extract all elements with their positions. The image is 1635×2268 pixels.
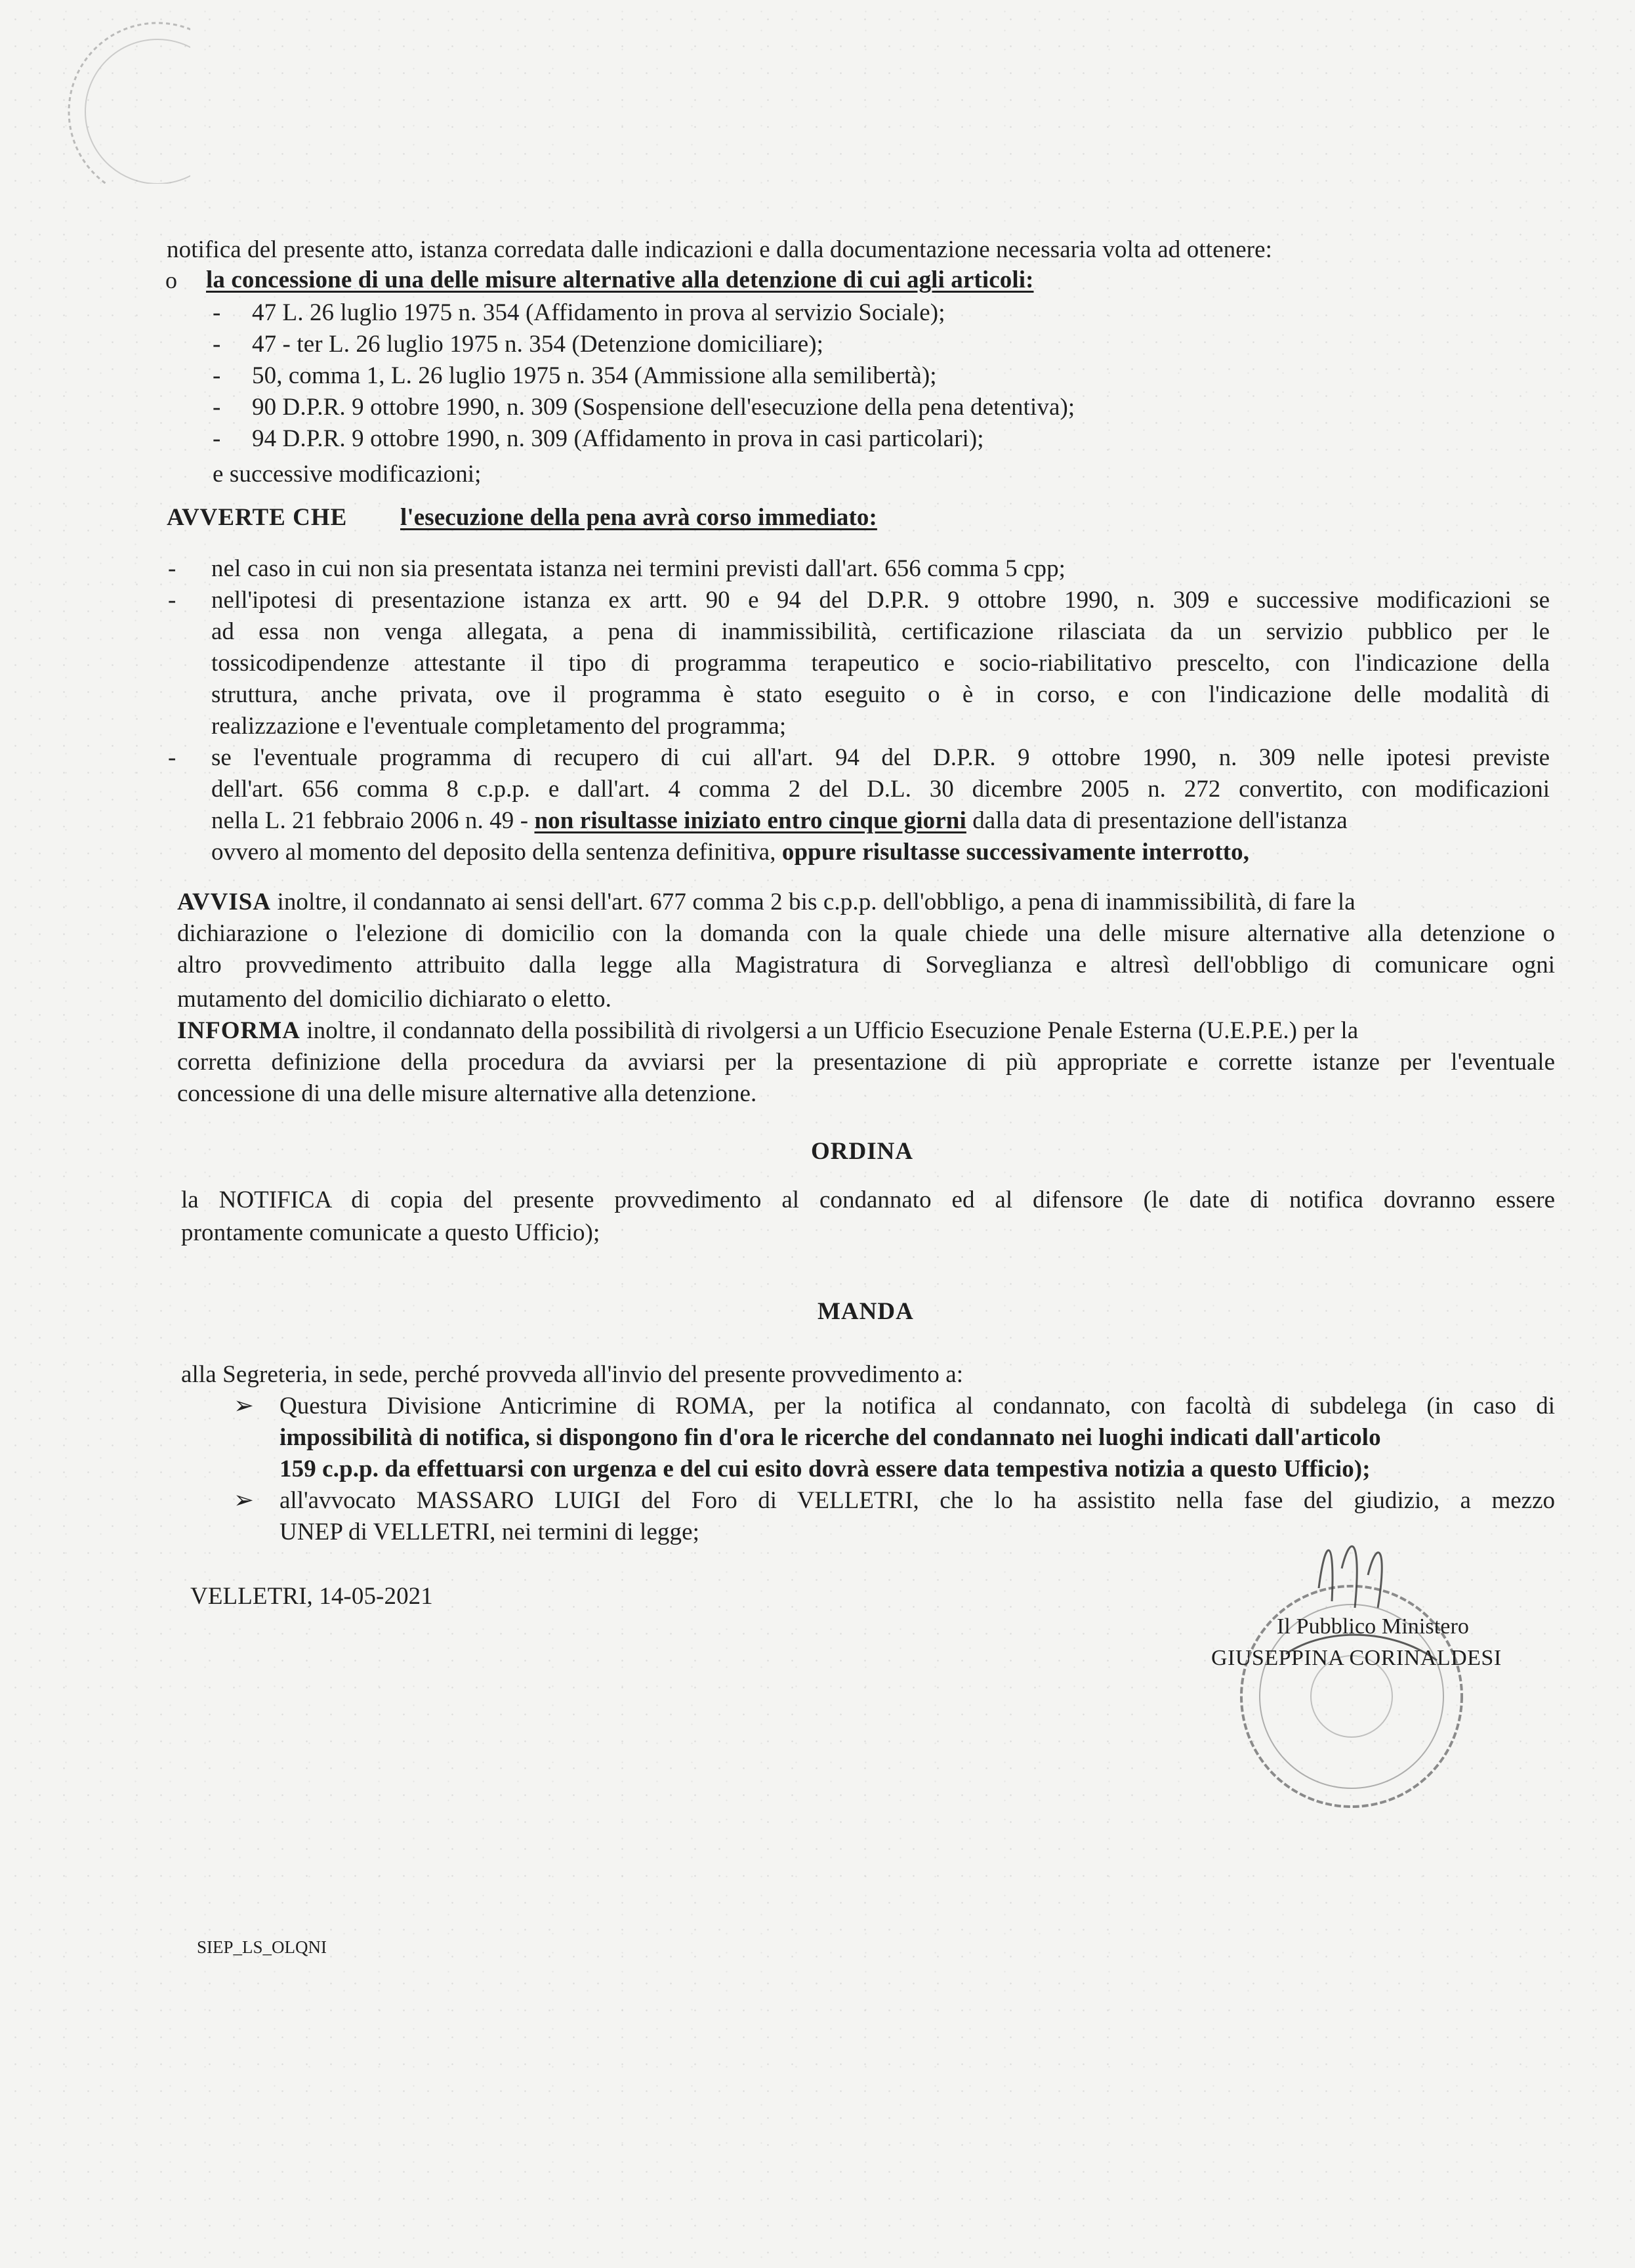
- misura-item: 47 - ter L. 26 luglio 1975 n. 354 (Detenzione domiciliare);: [252, 331, 824, 358]
- dash-marker: -: [213, 394, 221, 421]
- manda-item-line: 159 c.p.p. da effettuarsi con urgenza e del cui esito dovrà essere data tempestiva notizia a questo Ufficio);: [279, 1456, 1371, 1482]
- informa-line-1: [177, 1016, 1358, 1046]
- place-date: VELLETRI, 14-05-2021: [190, 1583, 433, 1610]
- intro-line: notifica del presente atto, istanza corredata dalle indicazioni e dalla documentazione necessaria volta ad ottenere:: [167, 236, 1273, 263]
- dash-marker: -: [213, 362, 221, 389]
- dash-marker: -: [168, 555, 176, 582]
- text-segment: ovvero al momento del deposito della sentenza definitiva,: [211, 839, 782, 866]
- avverte-item-line: struttura, anche privata, ove il programma è stato eseguito o è in corso, e con l'indicazione delle modalità di: [211, 681, 1550, 708]
- misura-item: 94 D.P.R. 9 ottobre 1990, n. 309 (Affidamento in prova in casi particolari);: [252, 425, 984, 452]
- text-segment: dalla data di presentazione dell'istanza: [966, 807, 1348, 834]
- informa-label: INFORMA: [177, 1017, 300, 1044]
- avverte-item-line-c4: [211, 837, 1249, 868]
- informa-line: concessione di una delle misure alternative alla detenzione.: [177, 1080, 757, 1107]
- manda-item-line: Questura Divisione Anticrimine di ROMA, per la notifica al condannato, con facoltà di subdelega (in caso di: [279, 1393, 1555, 1419]
- arrow-icon: ➢: [234, 1393, 255, 1419]
- official-stamp: [1220, 1529, 1496, 1818]
- emphasis-text: oppure risultasse successivamente interrotto,: [781, 839, 1250, 866]
- misure-heading: la concessione di una delle misure alternative alla detenzione di cui agli articoli:: [206, 266, 1034, 293]
- arrow-icon: ➢: [234, 1487, 255, 1514]
- manda-intro: alla Segreteria, in sede, perché provveda all'invio del presente provvedimento a:: [181, 1361, 964, 1388]
- avverte-item-line-c3: [211, 806, 1348, 836]
- bullet-icon: o: [165, 267, 177, 293]
- misura-item: 90 D.P.R. 9 ottobre 1990, n. 309 (Sospensione dell'esecuzione della pena detentiva);: [252, 394, 1075, 421]
- avverte-item-line: dell'art. 656 comma 8 c.p.p. e dall'art. 4 comma 2 del D.L. 30 dicembre 2005 n. 272 convertito, con modificazioni: [211, 776, 1550, 803]
- avverte-item-line: realizzazione e l'eventuale completamento del programma;: [211, 713, 787, 740]
- avverte-heading: l'esecuzione della pena avrà corso immediato:: [400, 504, 877, 531]
- misura-item: 50, comma 1, L. 26 luglio 1975 n. 354 (Ammissione alla semilibertà);: [252, 362, 937, 389]
- text-segment: inoltre, il condannato della possibilità di rivolgersi a un Ufficio Esecuzione Penale Esterna (U.E.P.E.) per la: [300, 1017, 1359, 1044]
- avverte-item-line: nell'ipotesi di presentazione istanza ex artt. 90 e 94 del D.P.R. 9 ottobre 1990, n. 309 e successive modificazioni se: [211, 587, 1550, 614]
- misura-item: 47 L. 26 luglio 1975 n. 354 (Affidamento in prova al servizio Sociale);: [252, 299, 945, 326]
- avverte-item-line: se l'eventuale programma di recupero di cui all'art. 94 del D.P.R. 9 ottobre 1990, n. 309 nelle ipotesi previste: [211, 744, 1550, 771]
- manda-item-line: all'avvocato MASSARO LUIGI del Foro di VELLETRI, che lo ha assistito nella fase del giudizio, a mezzo: [279, 1487, 1555, 1514]
- misure-tail: e successive modificazioni;: [213, 461, 482, 488]
- signature-title: Il Pubblico Ministero: [1277, 1614, 1469, 1639]
- avvisa-line: mutamento del domicilio dichiarato o eletto.: [177, 986, 611, 1013]
- emphasis-text: non risultasse iniziato entro cinque giorni: [534, 807, 966, 834]
- informa-line: corretta definizione della procedura da avviarsi per la presentazione di più appropriate e corrette istanze per l'eventuale: [177, 1049, 1555, 1076]
- manda-item-line: UNEP di VELLETRI, nei termini di legge;: [279, 1519, 699, 1545]
- avvisa-line-1: [177, 887, 1356, 917]
- avvisa-line: dichiarazione o l'elezione di domicilio con la domanda con la quale chiede una delle misure alternative alla detenzione o: [177, 920, 1555, 947]
- avverte-item-line: tossicodipendenze attestante il tipo di programma terapeutico e socio-riabilitativo prescelto, con l'indicazione della: [211, 650, 1550, 677]
- text-segment: inoltre, il condannato ai sensi dell'art. 677 comma 2 bis c.p.p. dell'obbligo, a pena di inammissibilità, di fare la: [271, 889, 1356, 915]
- partial-stamp-top: [20, 13, 190, 184]
- footer-code: SIEP_LS_OLQNI: [197, 1937, 327, 1957]
- avvisa-label: AVVISA: [177, 889, 272, 915]
- avverte-item: nel caso in cui non sia presentata istanza nei termini previsti dall'art. 656 comma 5 cpp;: [211, 555, 1066, 582]
- ordina-line: la NOTIFICA di copia del presente provvedimento al condannato ed al difensore (le date di notifica dovranno essere: [181, 1186, 1555, 1213]
- dash-marker: -: [213, 425, 221, 452]
- avverte-item-line: ad essa non venga allegata, a pena di inammissibilità, certificazione rilasciata da un servizio pubblico per le: [211, 618, 1550, 645]
- dash-marker: -: [213, 299, 221, 326]
- signature-name: GIUSEPPINA CORINALDESI: [1211, 1646, 1502, 1670]
- manda-item-line: impossibilità di notifica, si dispongono fin d'ora le ricerche del condannato nei luoghi indicati dall'articolo: [279, 1424, 1381, 1451]
- dash-marker: -: [168, 744, 176, 771]
- avverte-label: AVVERTE CHE: [167, 504, 348, 531]
- manda-heading: MANDA: [818, 1298, 914, 1325]
- dash-marker: -: [168, 587, 176, 614]
- text-segment: nella L. 21 febbraio 2006 n. 49 -: [211, 807, 535, 834]
- ordina-line: prontamente comunicate a questo Ufficio);: [181, 1219, 600, 1246]
- ordina-heading: ORDINA: [811, 1138, 914, 1165]
- avvisa-line: altro provvedimento attribuito dalla legge alla Magistratura di Sorveglianza e altresì dell'obbligo di comunicare ogni: [177, 952, 1555, 978]
- dash-marker: -: [213, 331, 221, 358]
